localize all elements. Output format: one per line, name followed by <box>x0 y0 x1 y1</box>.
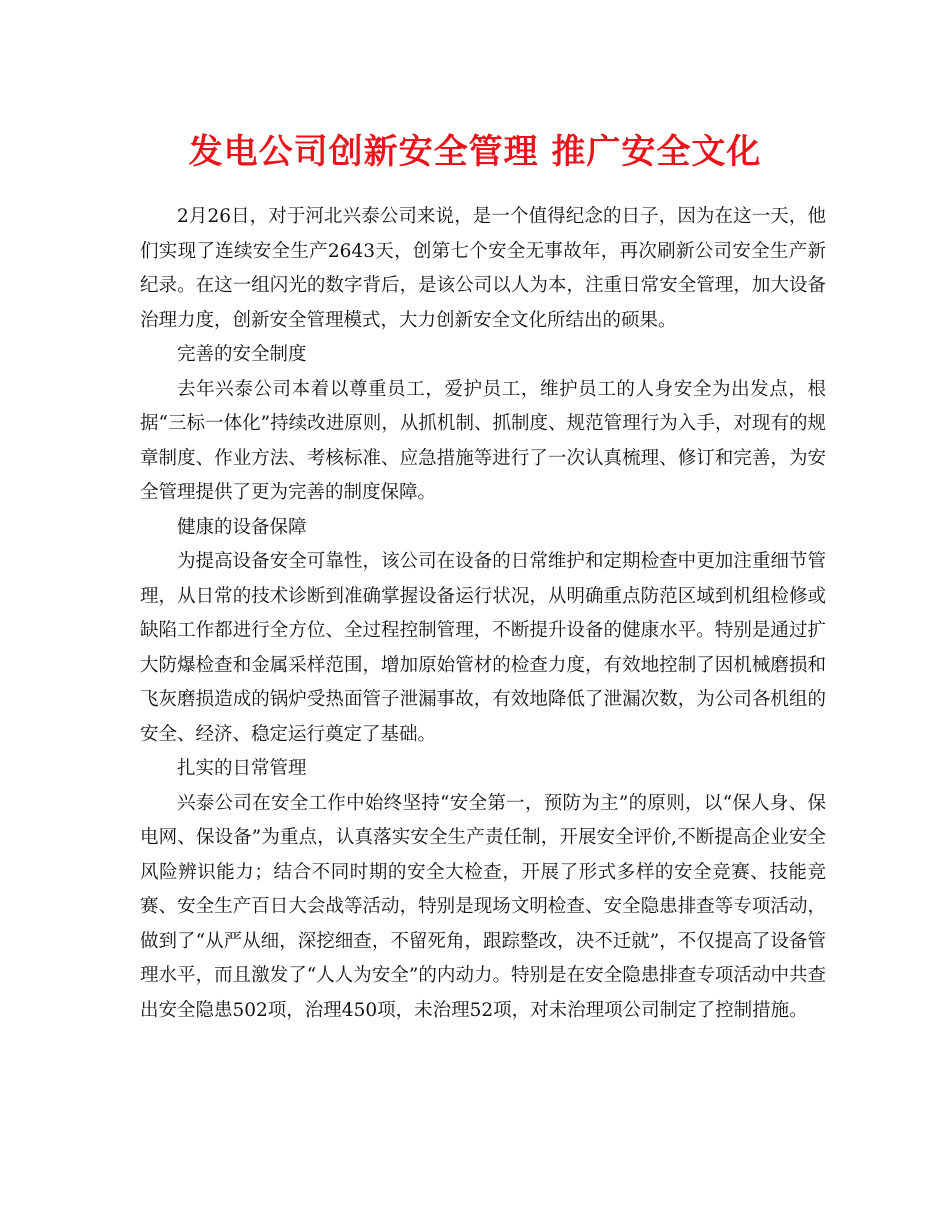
section-heading-daily-management: 扎实的日常管理 <box>177 758 307 779</box>
section-heading-equipment: 健康的设备保障 <box>177 516 307 538</box>
document-body <box>140 200 826 1028</box>
section-paragraph-equipment: 为提高设备安全可靠性，该公司在设备的日常维护和定期检查中更加注重细节管理，从日常的技术诊断到准确掌握设备运行状况，从明确重点防范区域到机组检修或缺陷工作都进行全方位、全过程控制管理，不断提升设备的健康水平。特别是通过扩大防爆检查和金属采样范围，增加原始管材的检查力度，有效地控制了因机械磨损和飞灰磨损造成的锅炉受热面管子泄漏事故，有效地降低了泄漏次数，为公司各机组的安全、经济、稳定运行奠定了基础。 <box>140 551 826 745</box>
section-paragraph-daily-management: 兴泰公司在安全工作中始终坚持“安全第一，预防为主”的原则，以“保人身、保电网、保设备”为重点，认真落实安全生产责任制，开展安全评价,不断提高企业安全风险辨识能力；结合不同时期的安全大检查，开展了形式多样的安全竞赛、技能竞赛、安全生产百日大会战等活动，特别是现场文明检查、安全隐患排查等专项活动，做到了“从严从细，深挖细查，不留死角，跟踪整改，决不迁就”，不仅提高了设备管理水平，而且激发了“人人为安全”的内动力。特别是在安全隐患排查专项活动中共查出安全隐患502项，治理450项，未治理52项，对未治理项公司制定了控制措施。 <box>140 792 826 1021</box>
section-heading-safety-system: 完善的安全制度 <box>177 344 307 365</box>
section-paragraph-safety-system: 去年兴泰公司本着以尊重员工，爱护员工，维护员工的人身安全为出发点，根据“三标一体化”持续改进原则，从抓机制、抓制度、规范管理行为入手，对现有的规章制度、作业方法、考核标准、应急措施等进行了一次认真梳理、修订和完善，为安全管理提供了更为完善的制度保障。 <box>140 378 826 503</box>
intro-paragraph: 2月26日，对于河北兴泰公司来说，是一个值得纪念的日子，因为在这一天，他们实现了连续安全生产2643天，创第七个安全无事故年，再次刷新公司安全生产新纪录。在这一组闪光的数字背后，是该公司以人为本，注重日常安全管理，加大设备治理力度，创新安全管理模式，大力创新安全文化所结出的硕果。 <box>140 206 826 331</box>
document-title: 发电公司创新安全管理 推广安全文化 <box>188 132 762 172</box>
